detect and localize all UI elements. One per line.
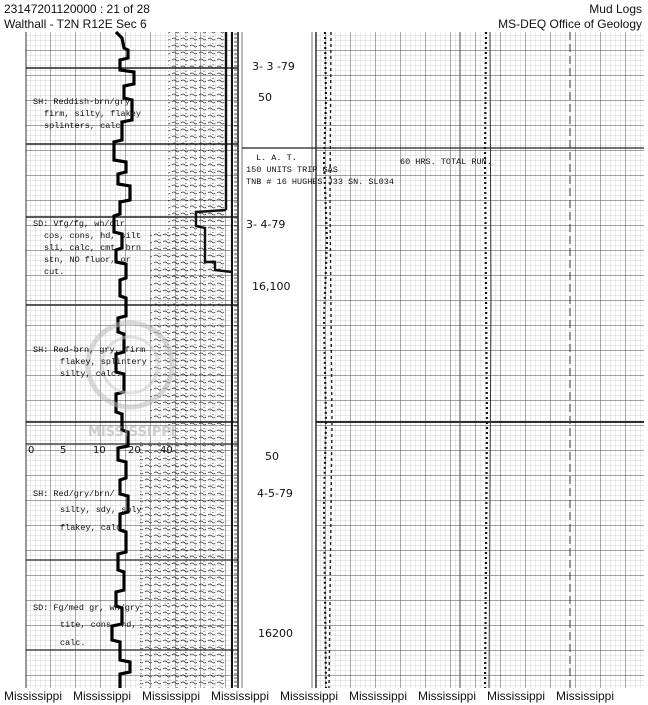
- footer-label: Mississippi: [349, 689, 408, 703]
- annotation-hours: 60 HRS. TOTAL RUN.: [400, 157, 492, 167]
- date-2: 3- 4-79: [246, 218, 286, 231]
- well-location: Walthall - T2N R12E Sec 6: [4, 17, 147, 31]
- depth-16100: 16,100: [252, 280, 291, 293]
- right-track-grid: [242, 32, 644, 688]
- document-id: 23147201120000 : 21 of 28: [4, 2, 150, 16]
- lithology-desc-1: SH: Reddish-brn/gry firm, silty, flakey splinters, calc.: [33, 97, 141, 131]
- footer-label: Mississippi: [211, 689, 270, 703]
- footer-label: Mississippi: [556, 689, 615, 703]
- footer-label: Mississippi: [280, 689, 339, 703]
- date-1: 3- 3 -79: [252, 60, 295, 73]
- depth-16200: 16200: [258, 627, 293, 640]
- scale-10: 10: [93, 445, 106, 456]
- issuing-office: MS-DEQ Office of Geology: [498, 17, 642, 31]
- scale-5: 5: [60, 445, 67, 456]
- lithology-desc-4: SH: Red/gry/brn/ silty, sdy, sply flakey, calc.: [33, 489, 142, 533]
- depth-50-upper: 50: [258, 91, 272, 104]
- footer-label: Mississippi: [487, 689, 546, 703]
- scale-40: 40: [160, 445, 173, 456]
- footer-label: Mississippi: [142, 689, 201, 703]
- scale-20: 20: [128, 445, 141, 456]
- lithology-desc-5: SD: Fg/med gr, wh/gry tite, cons, hd, calc.: [33, 603, 141, 648]
- depth-50-lower: 50: [265, 450, 279, 463]
- date-3: 4-5-79: [257, 487, 293, 500]
- footer-label: Mississippi: [4, 689, 63, 703]
- footer-label: Mississippi: [418, 689, 477, 703]
- annotation-lat: L. A. T.: [256, 153, 297, 163]
- scale-0: 0: [28, 445, 35, 456]
- lithology-desc-2: SD: Vfg/fg, wh/clr cos, cons, hd, silt sli, calc, cmt, brn stn, NO fluor, or cut.: [33, 219, 141, 277]
- annotation-trip-gas: 150 UNITS TRIP GAS: [246, 165, 338, 175]
- lithology-desc-3: SH: Red-brn, gry, firm flakey, splintery silty, calc.: [33, 345, 147, 379]
- footer-label: Mississippi: [73, 689, 132, 703]
- annotation-bit: TNB # 16 HUGHES J33 SN. SL034: [246, 177, 394, 187]
- watermark-text: MISSISSIPPI: [88, 425, 176, 440]
- document-type: Mud Logs: [589, 2, 642, 16]
- footer-watermark-row: [0, 689, 648, 705]
